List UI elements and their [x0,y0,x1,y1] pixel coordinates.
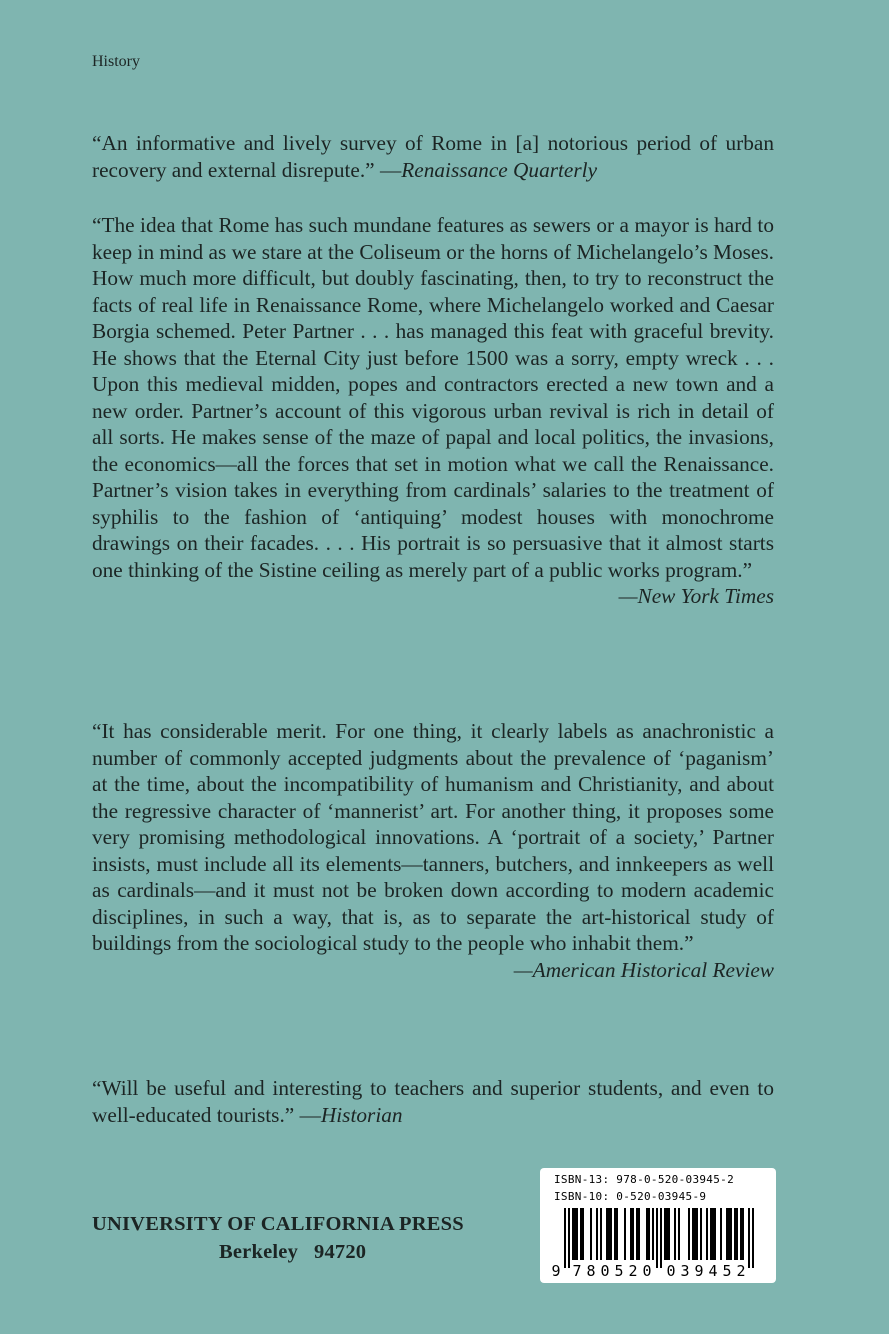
isbn-barcode-box [540,1168,776,1283]
barcode-bar [696,1208,698,1260]
barcode-bar [688,1208,690,1260]
barcode-bar [624,1208,626,1260]
barcode-bar [730,1208,732,1260]
barcode-bar [720,1208,722,1260]
barcode-bar [646,1208,648,1260]
isbn-10: ISBN-10: 0-520-03945-9 [554,1190,707,1203]
barcode-bar [726,1208,728,1260]
barcode-bar [700,1208,702,1260]
barcode-bar [568,1208,570,1268]
barcode-digit: 2 [736,1262,746,1278]
barcode-digit: 7 [572,1262,582,1278]
publisher-block [92,1210,464,1266]
barcode-bar [664,1208,666,1260]
barcode-bar [714,1208,716,1260]
barcode-bar [574,1208,576,1260]
review-quote [92,1075,774,1128]
quote-source: —American Historical Review [513,957,774,982]
barcode-bar [608,1208,610,1260]
barcode-bar [728,1208,730,1260]
barcode-digit: 9 [551,1262,561,1278]
barcode-bar [734,1208,736,1260]
barcode-bar [630,1208,632,1260]
quote-source: Renaissance Quarterly [401,157,598,182]
barcode-bar [712,1208,714,1260]
quote-source: Historian [320,1102,403,1127]
quote-text: “An informative and lively survey of Rome in [a] notorious period of urban recovery and external disrepute.” — [92,131,774,182]
barcode-bar [616,1208,618,1260]
barcode-digit: 0 [642,1262,652,1278]
barcode-bar [736,1208,738,1260]
barcode-digit: 0 [600,1262,610,1278]
publisher-name: UNIVERSITY OF CALIFORNIA PRESS [92,1213,464,1235]
isbn-13: ISBN-13: 978-0-520-03945-2 [554,1173,734,1186]
barcode-bar [656,1208,658,1268]
barcode-digit: 2 [628,1262,638,1278]
barcode-bar [706,1208,708,1260]
barcode-bar [590,1208,592,1260]
barcode [550,1208,766,1278]
barcode-bar [600,1208,602,1260]
barcode-bar [610,1208,612,1260]
quote-text: “It has considerable merit. For one thing, it clearly labels as anachronistic a number of commonly accepted judgments about the prevalence of ‘paganism’ at the time, about the incompatibility of humanism and Christianity, and about the regressive character of ‘mannerist’ art. For another thing, it proposes some very promising methodological innovations. A ‘portrait of a society,’ Partner insists, must include all its elements—tanners, butchers, and innkeepers as well as cardinals—and it must not be broken down according to modern academic disciplines, in such a way, that is, as to separate the art-historical study of buildings from the sociological study to the people who inhabit them.” [92,719,774,955]
barcode-bar [582,1208,584,1260]
barcode-bar [572,1208,574,1260]
barcode-bar [576,1208,578,1260]
barcode-bar [710,1208,712,1260]
barcode-bar [632,1208,634,1260]
barcode-bar [674,1208,676,1260]
barcode-bar [636,1208,638,1260]
barcode-bar [660,1208,662,1268]
barcode-bar [606,1208,608,1260]
barcode-bar [580,1208,582,1260]
barcode-digit: 8 [586,1262,596,1278]
barcode-bar [752,1208,754,1268]
barcode-digit: 5 [614,1262,624,1278]
barcode-bar [652,1208,654,1260]
barcode-bar [638,1208,640,1260]
barcode-bar [678,1208,680,1260]
barcode-bar [564,1208,566,1268]
barcode-bar [748,1208,750,1268]
barcode-bar [614,1208,616,1260]
barcode-bar [694,1208,696,1260]
review-quote [92,130,774,183]
quote-text: “The idea that Rome has such mundane features as sewers or a mayor is hard to keep in mind as we stare at the Coliseum or the horns of Michelangelo’s Moses. How much more difficult, but doubly fascinating, then, to try to reconstruct the facts of real life in Renaissance Rome, where Michelangelo worked and Caesar Borgia schemed. Peter Partner . . . has managed this feat with graceful brevity. He shows that the Eternal City just before 1500 was a sorry, empty wreck . . . Upon this medieval midden, popes and contractors erected a new town and a new order. Partner’s account of this vigorous urban revival is rich in detail of all sorts. He makes sense of the maze of papal and local politics, the invasions, the economics—all the forces that set in motion what we call the Renaissance. Partner’s vision takes in everything from cardinals’ salaries to the treatment of syphilis to the fashion of ‘antiquing’ modest houses with monochrome drawings on their facades. . . . His portrait is so persuasive that it almost starts one thinking of the Sistine ceiling as merely part of a public works program.” [92,213,774,582]
barcode-bar [742,1208,744,1260]
review-quote [92,718,774,983]
barcode-bar [740,1208,742,1260]
barcode-digit: 5 [722,1262,732,1278]
barcode-digit: 0 [666,1262,676,1278]
barcode-bar [648,1208,650,1260]
barcode-bar [692,1208,694,1260]
barcode-digit: 4 [708,1262,718,1278]
barcode-bar [596,1208,598,1260]
quote-source: —New York Times [618,584,774,608]
review-quote [92,212,774,610]
barcode-bar [666,1208,668,1260]
barcode-digit: 3 [680,1262,690,1278]
publisher-city: Berkeley 94720 [219,1241,367,1263]
barcode-bar [668,1208,670,1260]
category-label: History [92,53,140,70]
quote-text: “Will be useful and interesting to teachers and superior students, and even to well-educated tourists.” — [92,1076,774,1127]
barcode-digit: 9 [694,1262,704,1278]
